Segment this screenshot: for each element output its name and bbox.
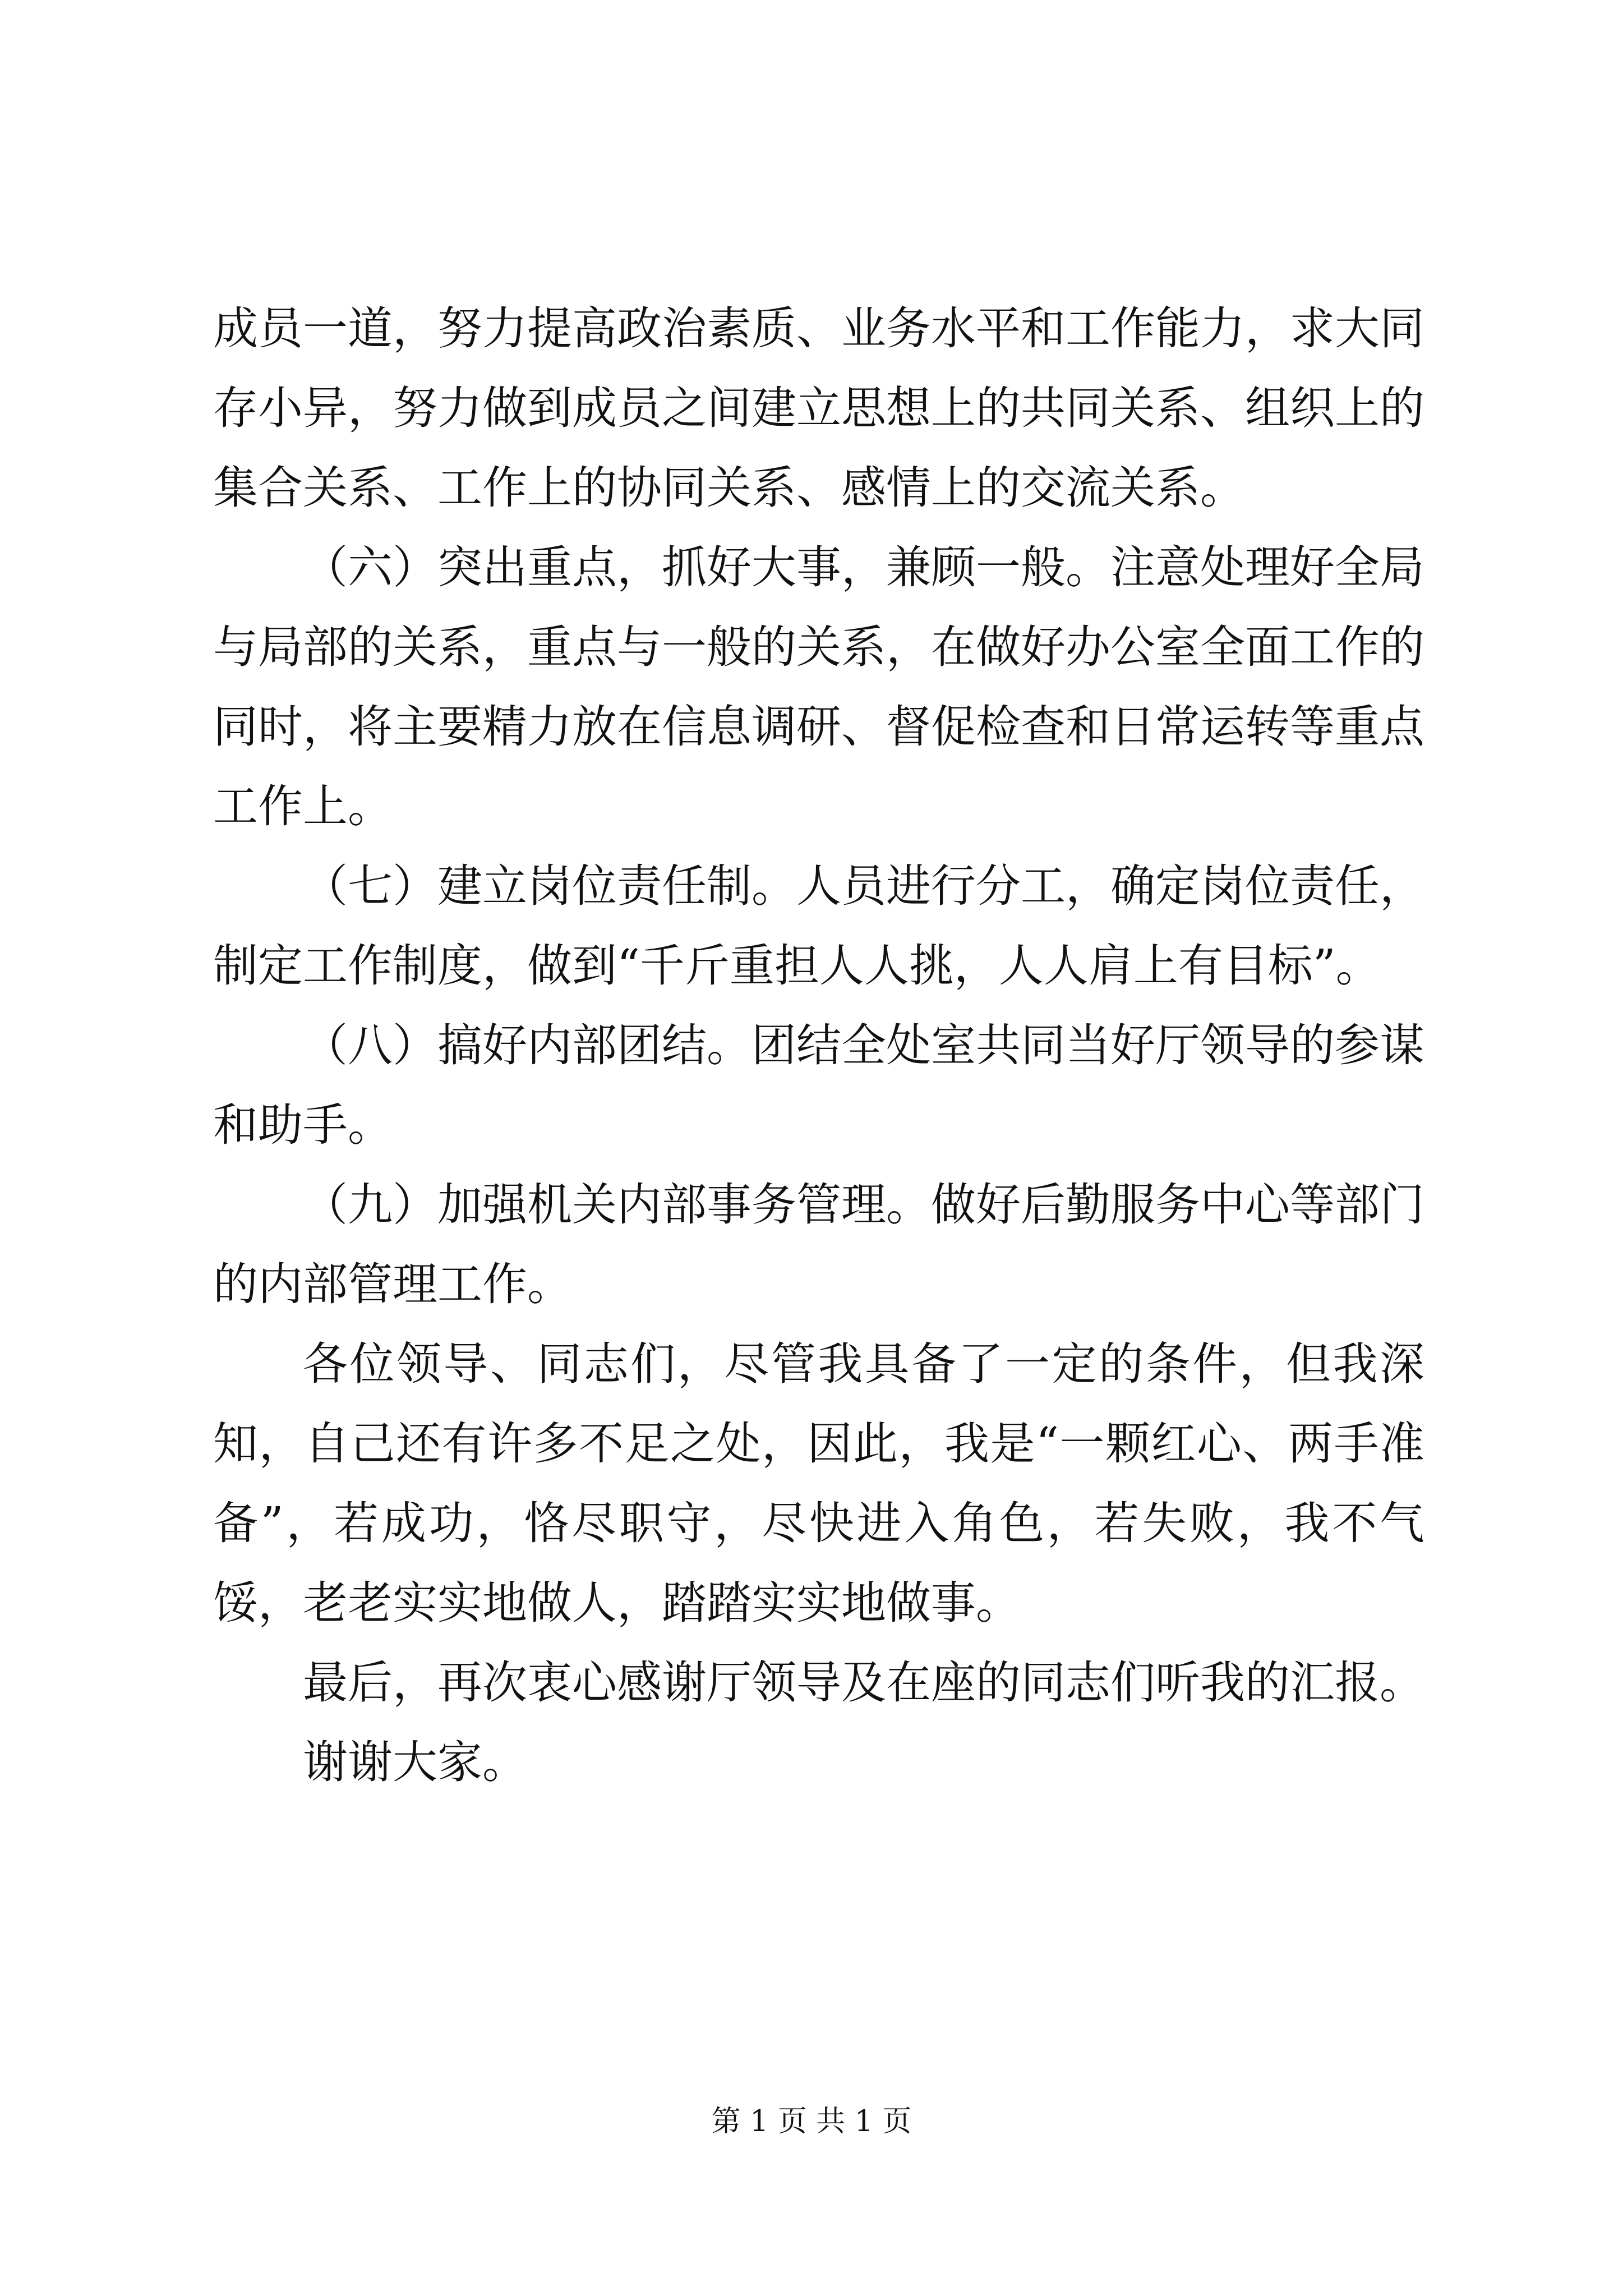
paragraph-item-8: （八）搞好内部团结。团结全处室共同当好厅领导的参谋和助手。 — [213, 1019, 1424, 1151]
document-body — [213, 289, 1424, 1802]
page-number-footer: 第 1 页 共 1 页 — [711, 2105, 912, 2138]
paragraph-closing-statement: 各位领导、同志们，尽管我具备了一定的条件，但我深知，自己还有许多不足之处，因此，我是“一颗红心、两手准备”，若成功，恪尽职守，尽快进入角色，若失败，我不气馁，老老实实地做人，踏踏实实地做事。 — [213, 1338, 1424, 1629]
paragraph-continuation: 成员一道，努力提高政治素质、业务水平和工作能力，求大同存小异，努力做到成员之间建立思想上的共同关系、组织上的集合关系、工作上的协同关系、感情上的交流关系。 — [213, 302, 1424, 514]
paragraph-item-7: （七）建立岗位责任制。人员进行分工，确定岗位责任，制定工作制度，做到“千斤重担人人挑，人人肩上有目标”。 — [213, 860, 1424, 992]
paragraph-thanks-leaders: 最后，再次衷心感谢厅领导及在座的同志们听我的汇报。 — [303, 1657, 1424, 1709]
paragraph-item-6: （六）突出重点，抓好大事，兼顾一般。注意处理好全局与局部的关系，重点与一般的关系，在做好办公室全面工作的同时，将主要精力放在信息调研、督促检查和日常运转等重点工作上。 — [213, 541, 1424, 832]
paragraph-thank-you: 谢谢大家。 — [303, 1736, 527, 1788]
paragraph-item-9: （九）加强机关内部事务管理。做好后勤服务中心等部门的内部管理工作。 — [213, 1179, 1424, 1310]
